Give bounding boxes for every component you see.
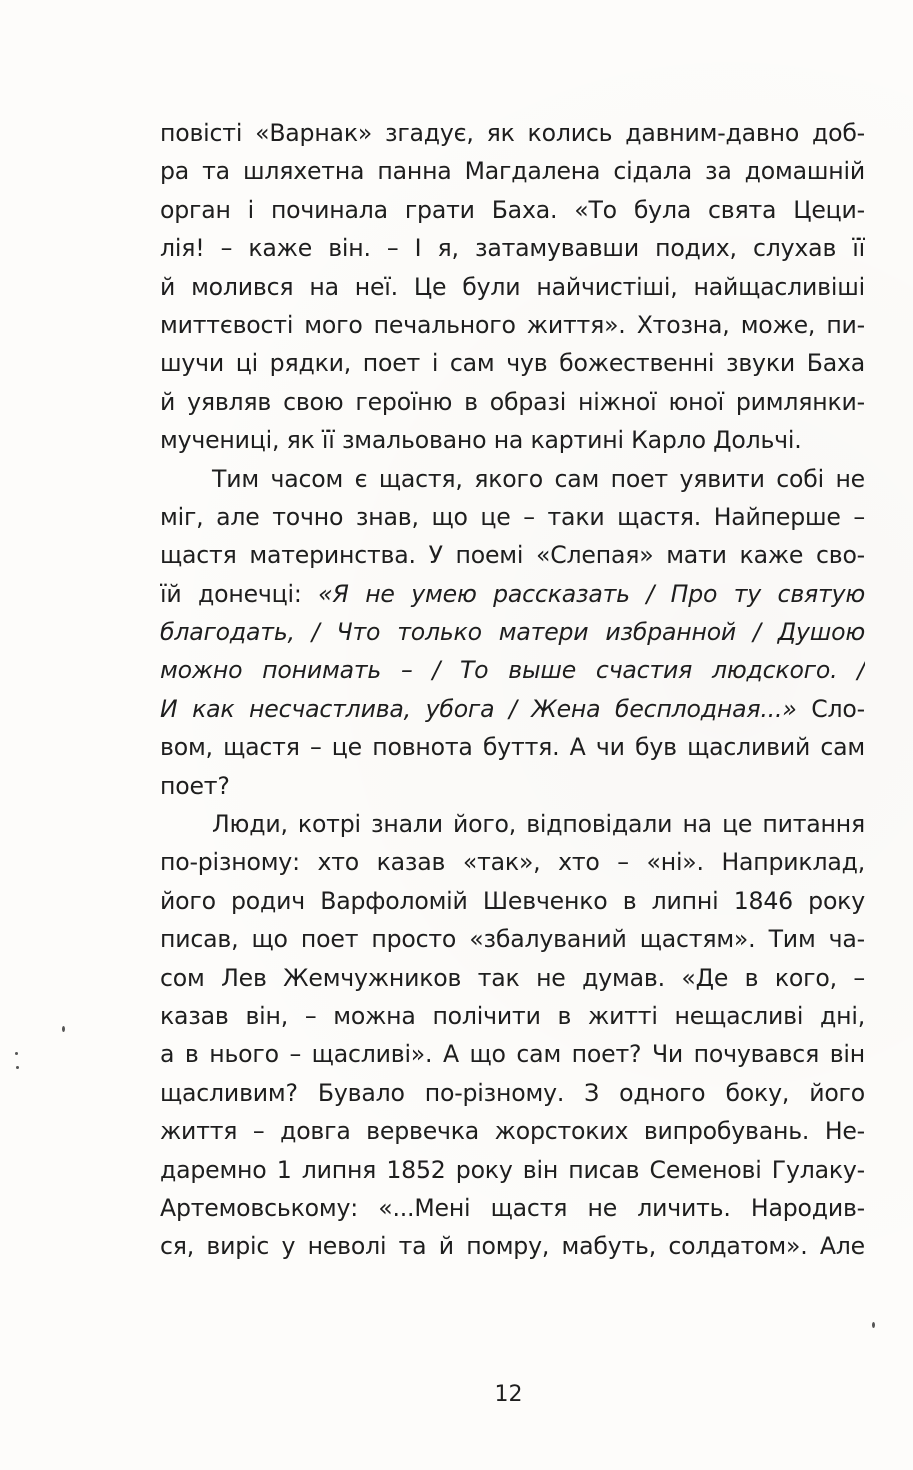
text-line: ра та шляхетна панна Магдалена сідала за домашній (160, 157, 865, 186)
text-line: сом Лев Жемчужников так не думав. «Де в кого, – (160, 963, 865, 992)
text-line (160, 690, 865, 728)
text-line: поет? (160, 771, 230, 800)
plain-text: їй донечці: (160, 579, 319, 608)
quote-text: благодать, / Что только матери избранной / Душою (160, 618, 865, 647)
quote-text: «Я не умею рассказать / Про ту святую (318, 579, 865, 608)
text-line: повісті «Варнак» згадує, як колись давним-давно доб- (160, 119, 865, 147)
text-line: казав він, – можна полічити в житті нещасливі дні, (160, 1001, 865, 1030)
paper-speck (872, 1322, 875, 1328)
text-line: мучениці, як її змальовано на картині Карло Дольчі. (160, 426, 802, 455)
text-line: даремно 1 липня 1852 року він писав Семенові Гулаку- (160, 1155, 865, 1184)
text-line: орган і починала грати Баха. «То була свята Цеци- (160, 195, 865, 224)
text-line: ся, виріс у неволі та й помру, мабуть, солдатом». Але (160, 1232, 865, 1261)
text-line: а в нього – щасливі». А що сам поет? Чи почувався він (160, 1040, 865, 1069)
paper-speck (62, 1026, 65, 1032)
quote-line (160, 651, 865, 689)
text-line (160, 575, 865, 613)
quote-text: И как несчастлива, убога / Жена бесплодная...» (160, 694, 797, 723)
text-line: й уявляв свою героїню в образі ніжної юної римлянки- (160, 387, 865, 416)
text-line: щастя материнства. У поемі «Слепая» мати каже сво- (160, 541, 865, 570)
text-line: вом, щастя – це повнота буття. А чи був щасливий сам (160, 733, 865, 762)
text-line: міг, але точно знав, що це – таки щастя. Найперше – (160, 502, 865, 531)
text-line: писав, що поет просто «збалуваний щастям». Тим ча- (160, 925, 865, 954)
text-line: життя – довга вервечка жорстоких випробувань. Не- (160, 1117, 865, 1146)
text-line: його родич Варфоломій Шевченко в липні 1846 року (160, 886, 865, 915)
text-line: миттєвості мого печального життя». Хтозна, може, пи- (160, 310, 865, 339)
text-line: й молився на неї. Це були найчистіші, найщасливіші (160, 272, 865, 301)
text-line: шучи ці рядки, поет і сам чув божественні звуки Баха (160, 349, 865, 378)
quote-line (160, 613, 865, 651)
text-line: по-різному: хто казав «так», хто – «ні». Наприклад, (160, 848, 865, 877)
paper-speck (15, 1052, 18, 1055)
text-line: Артемовському: «...Мені щастя не личить. Народив- (160, 1193, 865, 1222)
paragraph-start-line: Тим часом є щастя, якого сам поет уявити собі не (212, 464, 865, 493)
body-text (160, 114, 865, 1266)
paragraph-start-line: Люди, котрі знали його, відповідали на це питання (212, 810, 865, 839)
page-number: 12 (494, 1382, 523, 1407)
text-line: лія! – каже він. – І я, затамувавши подих, слухав її (160, 234, 865, 263)
plain-text: Сло- (796, 694, 865, 723)
quote-text: можно понимать – / То выше счастия людского. / (160, 656, 865, 685)
paper-speck (16, 1066, 19, 1069)
text-line: щасливим? Бувало по-різному. З одного боку, його (160, 1078, 865, 1107)
